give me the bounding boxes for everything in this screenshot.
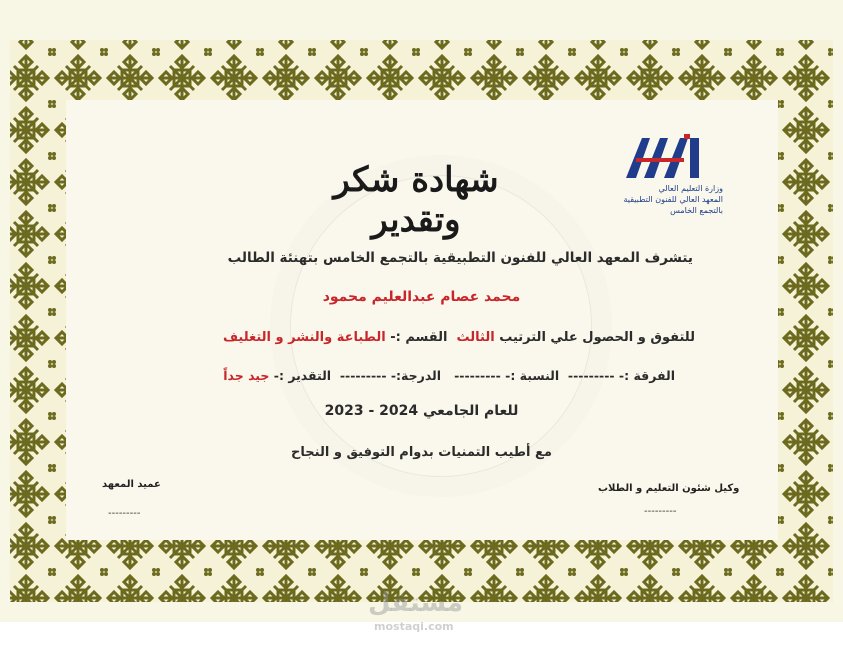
- year-label: الفرقة :- ---------: [567, 368, 675, 383]
- grades-line: [223, 368, 675, 383]
- logo-institute: المعهد العالي للفنون التطبيقية: [623, 195, 723, 204]
- department-value: الطباعة والنشر و التغليف: [222, 330, 386, 345]
- intro-line: يتشرف المعهد العالي للفنون التطبيقية بالتجمع الخامس بتهنئة الطالب: [227, 250, 693, 266]
- watermark-latin: mostaqi.com: [374, 620, 454, 633]
- rank-value: الثالث: [456, 330, 495, 345]
- logo-text: [624, 183, 724, 216]
- dean-title: عميد المعهد: [102, 479, 161, 490]
- department-label: القسم :-: [390, 330, 448, 345]
- academic-year-line: [0, 403, 843, 419]
- excellence-line: [223, 330, 695, 345]
- academic-year-value: 2023 - 2024: [324, 403, 419, 419]
- wishes-line: مع أطيب التمنيات بدوام التوفيق و النجاح: [291, 445, 552, 460]
- logo-location: بالتجمع الخامس: [670, 206, 723, 215]
- excellence-prefix: للتفوق و الحصول علي الترتيب: [499, 330, 695, 345]
- logo-ministry: وزارة التعليم العالي: [658, 184, 723, 193]
- academic-year-label: للعام الجامعي: [422, 403, 519, 419]
- vice-dean-title: وكيل شئون التعليم و الطلاب: [598, 483, 740, 494]
- rating-value: جيد جداً: [223, 368, 270, 383]
- dean-signature-line: ---------: [108, 508, 141, 519]
- certificate-title: شهادة شكر وتقدير: [333, 160, 499, 240]
- grade-label: الدرجة:- ---------: [339, 368, 442, 383]
- watermark-arabic: مستقل: [368, 588, 464, 618]
- rating-label: التقدير :-: [273, 368, 332, 383]
- student-name: محمد عصام عبدالعليم محمود: [322, 289, 521, 305]
- vice-dean-signature-line: ---------: [644, 506, 677, 517]
- percentage-label: النسبة :- ---------: [454, 368, 560, 383]
